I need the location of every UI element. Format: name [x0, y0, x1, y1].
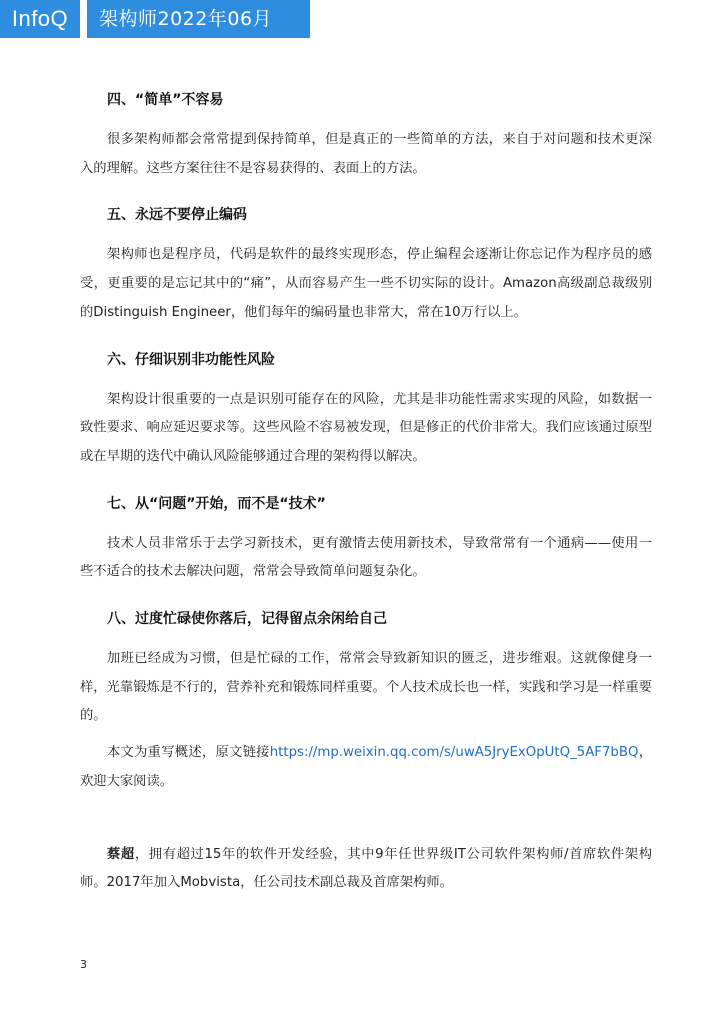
page-number: 3: [80, 958, 87, 971]
section-heading: 五、永远不要停止编码: [107, 207, 247, 224]
section-paragraph: 架构师也是程序员，代码是软件的最终实现形态，停止编程会逐渐让你忘记作为程序员的感受，更重要的是忘记其中的“痛”，从而容易产生一些不切实际的设计。Amazon高级副总裁级别的Distinguish Engineer，他们每年的编码量也非常大，常在10万行以上。: [80, 247, 652, 320]
source-prefix: 本文为重写概述，原文链接: [107, 745, 270, 761]
section-heading: 四、“简单”不容易: [107, 92, 224, 108]
source-note: [80, 739, 652, 796]
author-bio: [80, 841, 652, 898]
author-name: 蔡超: [107, 846, 135, 862]
article-body: [80, 82, 652, 898]
section-heading: 七、从“问题”开始，而不是“技术”: [107, 495, 326, 512]
source-suffix: ，欢迎大家阅读。: [80, 745, 653, 789]
issue-tab: 架构师2022年06月: [87, 0, 310, 38]
section-paragraph: 架构设计很重要的一点是识别可能存在的风险，尤其是非功能性需求实现的风险，如数据一致性要求、响应延迟要求等。这些风险不容易被发现，但是修正的代价非常大。我们应该通过原型或在早期的迭代中确认风险能够通过合理的架构得以解决。: [80, 391, 652, 464]
source-link[interactable]: https://mp.weixin.qq.com/s/uwA5JryExOpUtQ_5AF7bBQ: [269, 745, 639, 761]
section-heading: 八、过度忙碌使你落后，记得留点余闲给自己: [107, 611, 387, 628]
section-paragraph: 技术人员非常乐于去学习新技术，更有激情去使用新技术，导致常常有一个通病——使用一些不适合的技术去解决问题，常常会导致简单问题复杂化。: [80, 535, 652, 580]
section-heading: 六、仔细识别非功能性风险: [107, 351, 275, 368]
author-description: ，拥有超过15年的软件开发经验，其中9年任世界级IT公司软件架构师/首席软件架构师。2017年加入Mobvista，任公司技术副总裁及首席架构师。: [80, 846, 653, 891]
section-paragraph: 加班已经成为习惯，但是忙碌的工作，常常会导致新知识的匮乏，进步维艰。这就像健身一样，光靠锻炼是不行的，营养补充和锻炼同样重要。个人技术成长也一样，实践和学习是一样重要的。: [80, 651, 652, 724]
brand-tab: InfoQ: [0, 0, 80, 38]
section-paragraph: 很多架构师都会常常提到保持简单，但是真正的一些简单的方法，来自于对问题和技术更深入的理解。这些方案往往不是容易获得的、表面上的方法。: [80, 132, 652, 176]
